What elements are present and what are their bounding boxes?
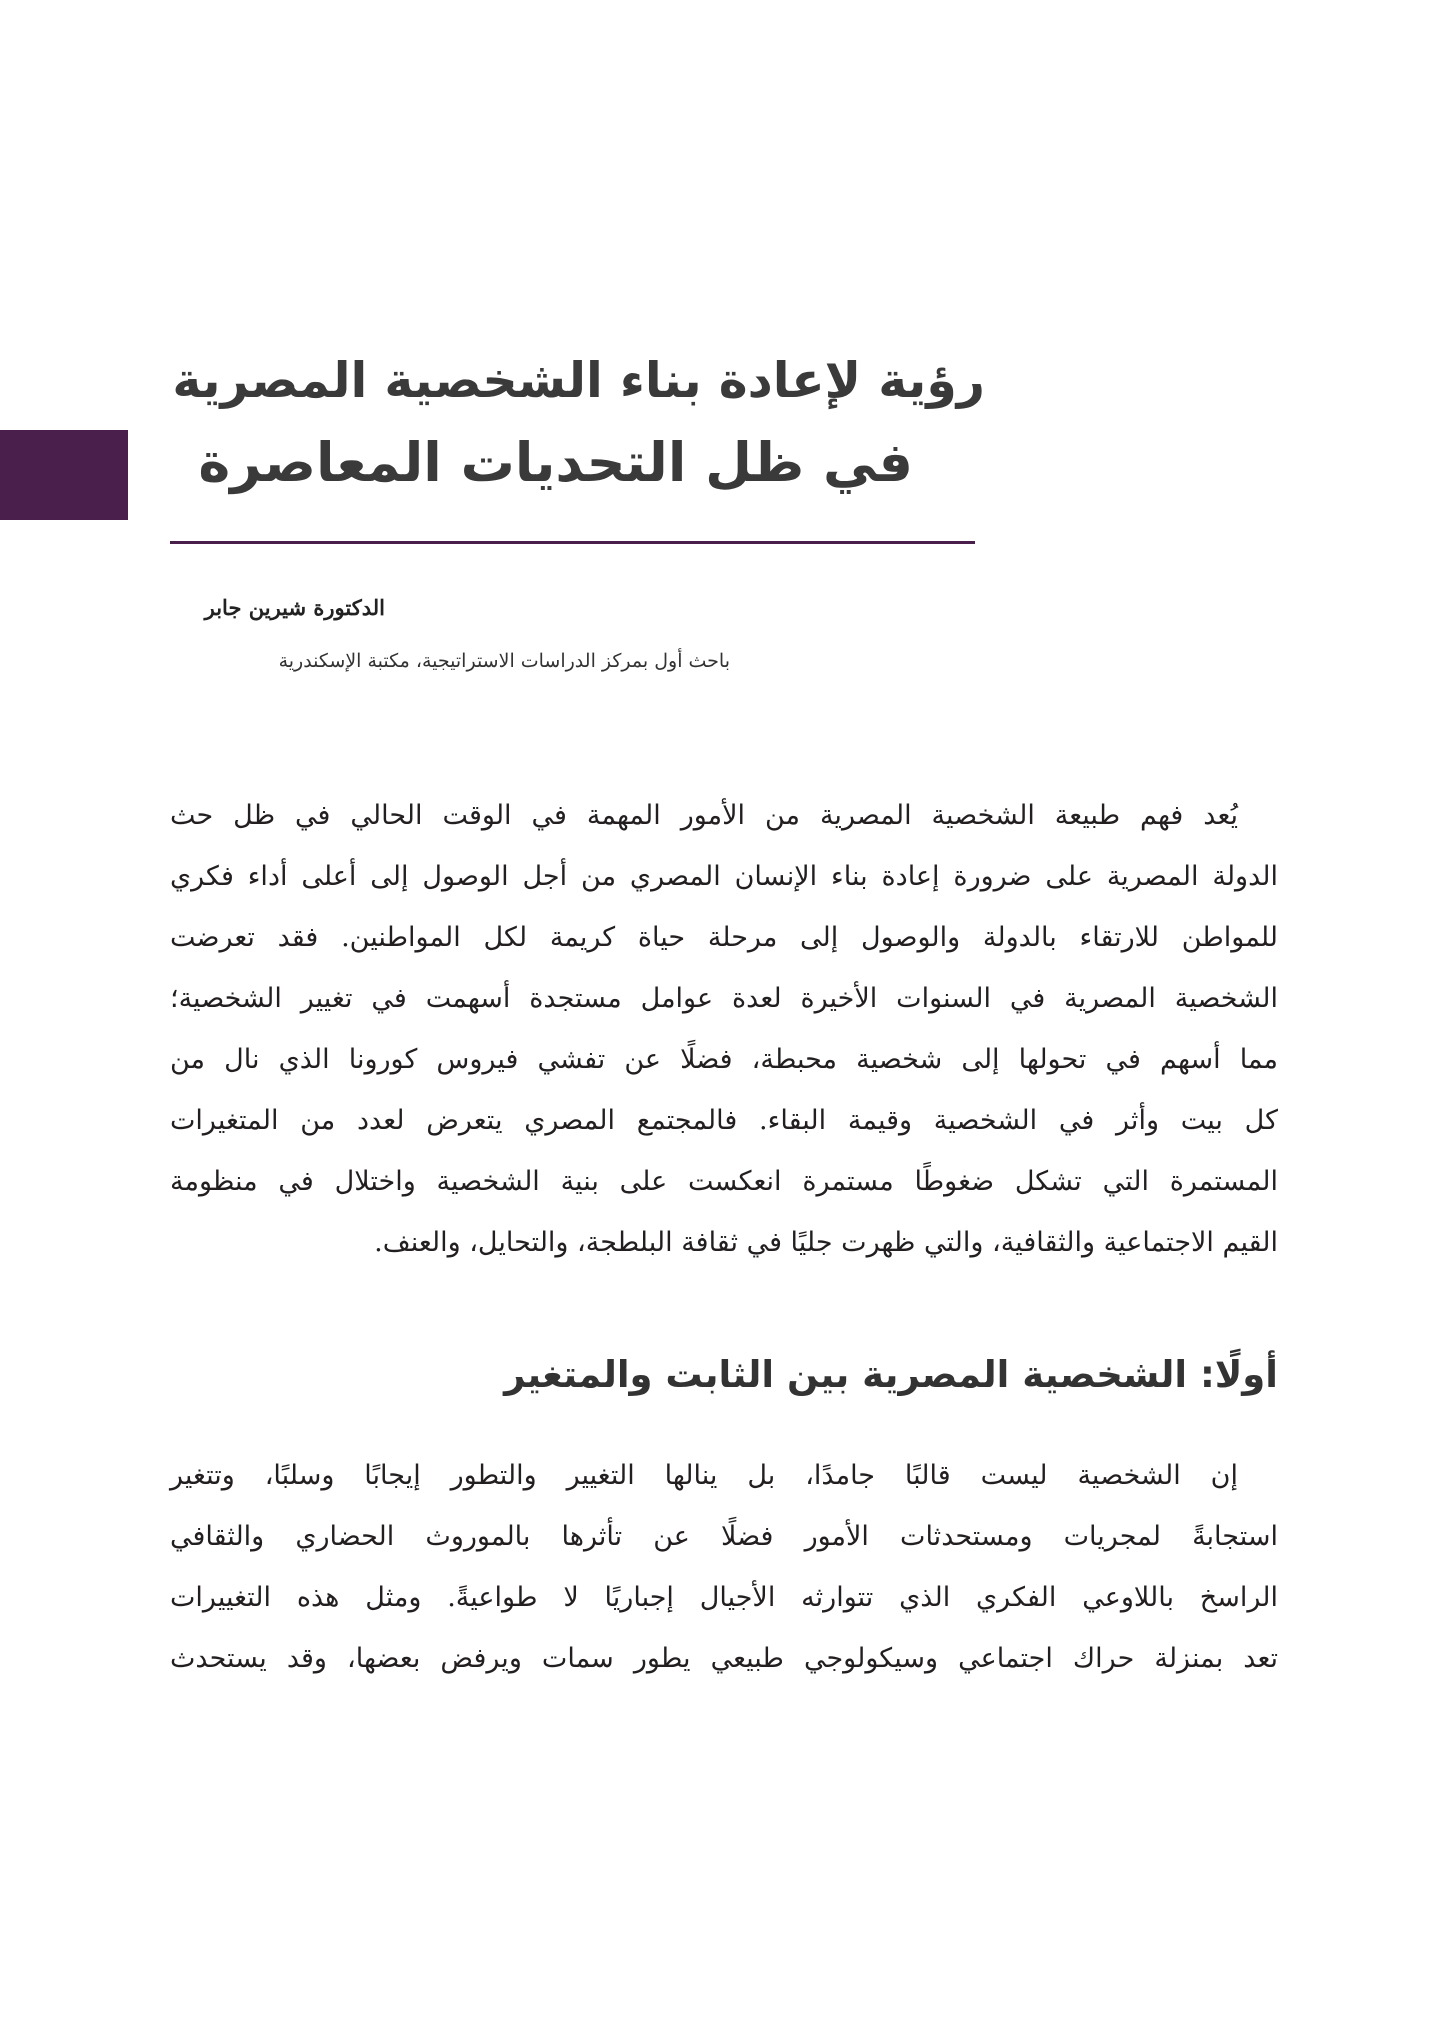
paragraph-line: الدولة المصرية على ضرورة إعادة بناء الإنسان المصري من أجل الوصول إلى أعلى أداء فكري bbox=[170, 861, 1278, 892]
paragraph-line: للمواطن للارتقاء بالدولة والوصول إلى مرحلة حياة كريمة لكل المواطنين. فقد تعرضت bbox=[170, 922, 1278, 953]
section-heading: أولًا: الشخصية المصرية بين الثابت والمتغير bbox=[504, 1353, 1278, 1396]
paragraph-line: الشخصية المصرية في السنوات الأخيرة لعدة عوامل مستجدة أسهمت في تغيير الشخصية؛ bbox=[170, 983, 1278, 1014]
paragraph-line: يُعد فهم طبيعة الشخصية المصرية من الأمور المهمة في الوقت الحالي في ظل حث bbox=[170, 800, 1238, 831]
author-name: الدكتورة شيرين جابر bbox=[204, 595, 385, 620]
paragraph-line: إن الشخصية ليست قالبًا جامدًا، بل ينالها التغيير والتطور إيجابًا وسلبًا، وتتغير bbox=[170, 1460, 1238, 1491]
author-affiliation: باحث أول بمركز الدراسات الاستراتيجية، مكتبة الإسكندرية bbox=[278, 650, 730, 672]
paragraph-line: القيم الاجتماعية والثقافية، والتي ظهرت جليًا في ثقافة البلطجة، والتحايل، والعنف. bbox=[374, 1227, 1278, 1258]
section-paragraph bbox=[170, 1445, 1278, 1689]
article-title bbox=[170, 340, 985, 504]
paragraph-line: كل بيت وأثر في الشخصية وقيمة البقاء. فالمجتمع المصري يتعرض لعدد من المتغيرات bbox=[170, 1105, 1278, 1136]
chapter-color-tab bbox=[0, 430, 128, 520]
paragraph-line: تعد بمنزلة حراك اجتماعي وسيكولوجي طبيعي يطور سمات ويرفض بعضها، وقد يستحدث bbox=[170, 1643, 1278, 1674]
paragraph-line: المستمرة التي تشكل ضغوطًا مستمرة انعكست على بنية الشخصية واختلال في منظومة bbox=[170, 1166, 1278, 1197]
paragraph-line: الراسخ باللاوعي الفكري الذي تتوارثه الأجيال إجباريًا لا طواعيةً. ومثل هذه التغييرات bbox=[170, 1582, 1278, 1613]
intro-paragraph bbox=[170, 785, 1278, 1273]
title-divider bbox=[170, 541, 975, 544]
paragraph-line: استجابةً لمجريات ومستحدثات الأمور فضلًا عن تأثرها بالموروث الحضاري والثقافي bbox=[170, 1521, 1278, 1552]
article-title-line-1: رؤية لإعادة بناء الشخصية المصرية bbox=[172, 352, 985, 409]
paragraph-line: مما أسهم في تحولها إلى شخصية محبطة، فضلًا عن تفشي فيروس كورونا الذي نال من bbox=[170, 1044, 1278, 1075]
article-title-line-2: في ظل التحديات المعاصرة bbox=[198, 431, 913, 494]
